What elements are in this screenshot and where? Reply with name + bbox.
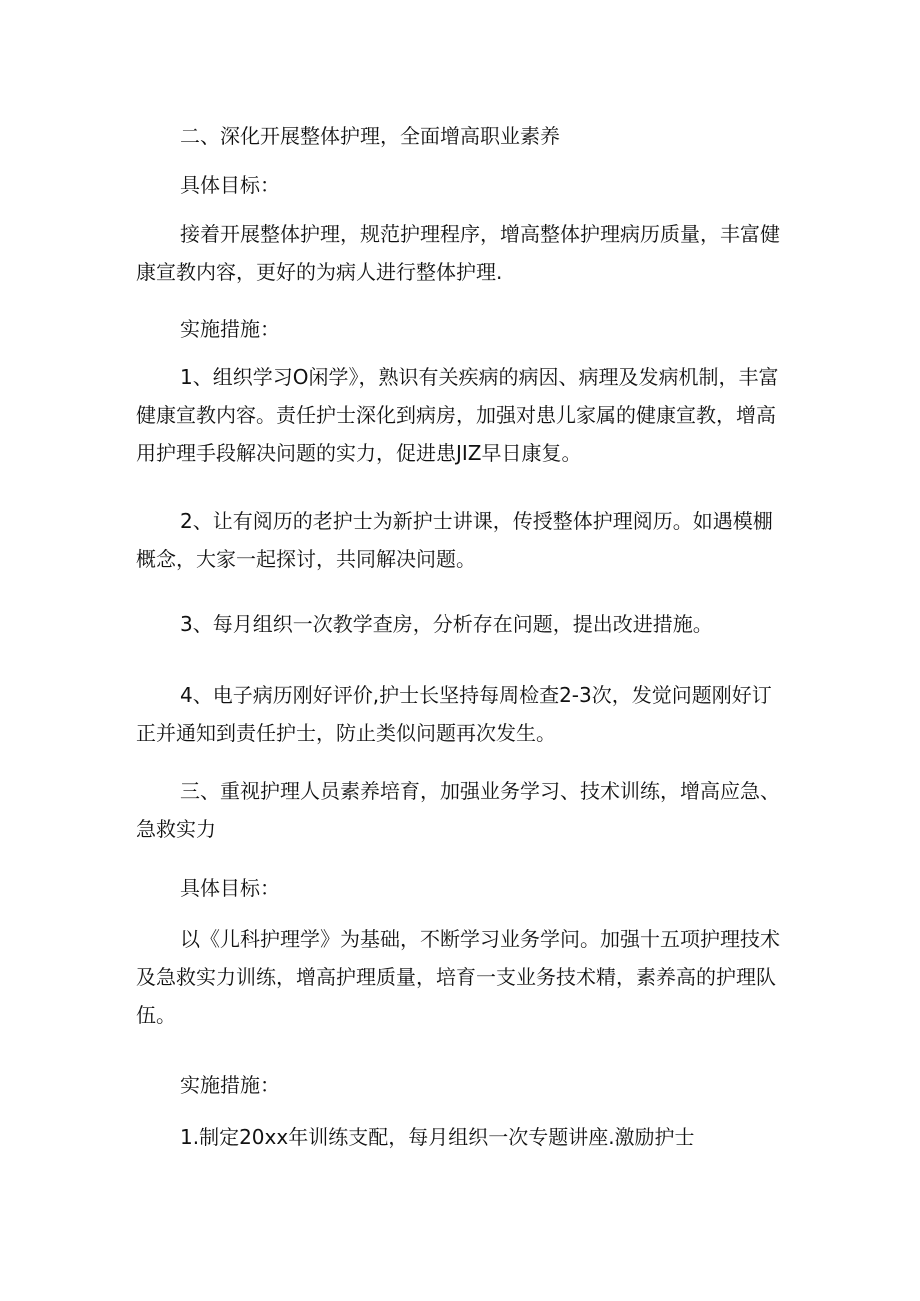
subheading-goal: 具体目标：	[180, 173, 280, 197]
paragraph-measure-2: 2、让有阅历的老护士为新护士讲课，传授整体护理阅历。如遇模棚概念，大家一起探讨，共同解决问题。	[136, 509, 773, 571]
paragraph-measure-3: 3、每月组织一次教学查房，分析存在问题，提出改进措施。	[180, 612, 713, 636]
subheading-goal-2: 具体目标：	[180, 876, 280, 900]
section-heading-3: 三、重视护理人员素养培育，加强业务学习、技术训练，增高应急、急救实力	[136, 779, 780, 841]
subheading-measures-2: 实施措施：	[180, 1073, 280, 1097]
paragraph-goal-text-2: 以《儿科护理学》为基础，不断学习业务学问。加强十五项护理技术及急救实力训练，增高护理质量，培育一支业务技术精，素养高的护理队伍。	[136, 927, 780, 1027]
paragraph-goal-text: 接着开展整体护理，规范护理程序，增高整体护理病历质量，丰富健康宣教内容，更好的为病人进行整体护理.	[136, 222, 780, 284]
paragraph-measure-1: 1、组织学习O闲学》，熟识有关疾病的病因、病理及发病机制，丰富健康宣教内容。责任护士深化到病房，加强对患儿家属的健康宣教，增高用护理手段解决问题的实力，促进患JIZ早日康复。	[136, 365, 779, 465]
paragraph-measure-2-1: 1.制定20xx年训练支配，每月组织一次专题讲座.激励护士	[180, 1125, 695, 1149]
subheading-measures: 实施措施：	[180, 317, 280, 341]
paragraph-measure-4: 4、电子病历刚好评价,护士长坚持每周检查2-3次，发觉问题刚好订正并通知到责任护士，防止类似问题再次发生。	[136, 683, 772, 745]
section-heading-2: 二、深化开展整体护理，全面增高职业素养	[180, 124, 560, 148]
